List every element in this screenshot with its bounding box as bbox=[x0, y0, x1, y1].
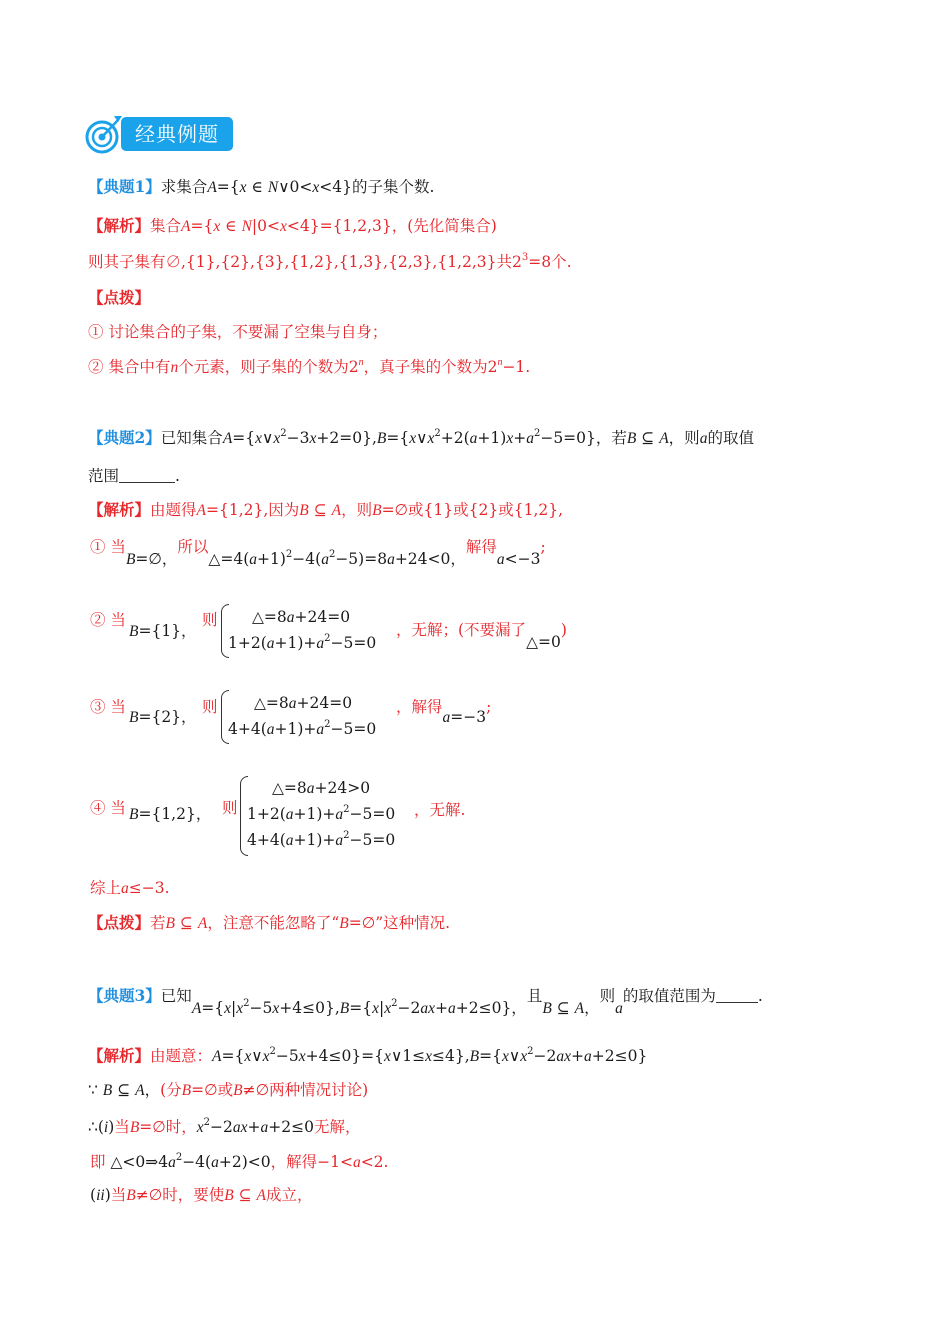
ex3-line2: ∵ B ⊆ A，(分B=∅或B≠∅两种情况讨论) bbox=[88, 1081, 369, 1099]
eq: $4+4(a+1)+a^2-5=0$ bbox=[247, 830, 396, 849]
eq: $1+2(a+1)+a^2-5=0$ bbox=[228, 633, 377, 652]
ex2-case3-label: ③ 当 bbox=[90, 698, 126, 716]
eq: $4+4(a+1)+a^2-5=0$ bbox=[228, 719, 377, 738]
ex1-tip2: ② 集合中有n个元素，则子集的个数为2$^n$，真子集的个数为$2^n-1$. bbox=[88, 357, 531, 376]
ex2-case2-cond: B={1}， bbox=[129, 622, 197, 640]
ex1-tip1: ① 讨论集合的子集，不要漏了空集与自身； bbox=[88, 323, 388, 341]
ex1-tip-tag: 【点拨】 bbox=[88, 288, 151, 307]
ex2-case3-result: ，解得a=−3; bbox=[396, 698, 492, 726]
ex3-line3: ∴(i)当B=∅时，$x^2-2ax+a+2\le 0$无解， bbox=[88, 1117, 361, 1136]
ex2-case4-cond: B={1,2}， bbox=[129, 805, 212, 823]
ex2-solution: 【解析】由题得A={1,2},因为B ⊆ A，则B=∅或{1}或{2}或{1,2}, bbox=[88, 500, 564, 519]
ex2-case3-cond: B={2}， bbox=[129, 708, 197, 726]
eq: $1+2(a+1)+a^2-5=0$ bbox=[247, 804, 396, 823]
ex3-line4: 即 $\triangle<0\Rightarrow 4a^2-4(a+2)<0$，解得−1<a<2. bbox=[90, 1152, 389, 1171]
ex1-question: 【典题1】求集合A={x ∈ N∨0<x<4}的子集个数. bbox=[88, 177, 435, 196]
ex1-subsets: 则其子集有∅,{1},{2},{3},{1,2},{1,3},{2,3},{1,2,3}共$2^3=8$个. bbox=[88, 252, 572, 271]
ex2-case4-result: ，无解. bbox=[414, 801, 466, 819]
ex1-solution: 【解析】集合A={x ∈ N|0<x<4}={1,2,3}，(先化简集合) bbox=[88, 216, 497, 235]
ex2-case1: ① 当B=∅，所以$\triangle=4(a+1)^2-4(a^2-5)=8a+24<0$，解得a<−3; bbox=[90, 538, 546, 568]
target-arrow-icon bbox=[84, 112, 126, 156]
ex3-line5: (ii)当B≠∅时，要使B ⊆ A成立， bbox=[90, 1186, 313, 1204]
ex2-question: 【典题2】已知集合$A=\{x\vee x^2-3x+2=0\},B=\{x\vee x^2+2(a+1)x+a^2-5=0\}$，若B ⊆ A，则a的取值 bbox=[88, 428, 754, 447]
ex3-solution: 【解析】由题意：$A=\{x\vee x^2-5x+4\le 0\}=\{x\vee 1\le x\le 4\},B=\{x\vee x^2-2ax+a+2\le 0\}$ bbox=[88, 1046, 648, 1065]
ex2-conclusion: 综上a≤−3. bbox=[90, 879, 170, 897]
ex2-tip: 【点拨】若B ⊆ A，注意不能忽略了“B=∅”这种情况. bbox=[88, 913, 451, 932]
ex2-case4-label: ④ 当 bbox=[90, 799, 126, 817]
eq: △=8a+24=0 bbox=[254, 694, 353, 712]
eq: △=8a+24>0 bbox=[272, 779, 371, 797]
ex2-case3-then: 则 bbox=[202, 698, 218, 716]
eq: △=8a+24=0 bbox=[252, 608, 351, 626]
section-title: 经典例题 bbox=[121, 117, 233, 151]
ex3-question: 【典题3】已知$A=\{x|x^2-5x+4\le 0\},B=\{x|x^2-2ax+a+2\le 0\}$，且B ⊆ A，则a的取值范围为 . bbox=[88, 986, 763, 1017]
ex2-case2-result: ，无解；(不要漏了△=0) bbox=[396, 621, 567, 651]
ex2-case2-then: 则 bbox=[202, 611, 218, 629]
ex2-question-2: 范围 . bbox=[88, 467, 180, 485]
ex2-case2-label: ② 当 bbox=[90, 611, 126, 629]
ex2-case4-then: 则 bbox=[222, 799, 238, 817]
